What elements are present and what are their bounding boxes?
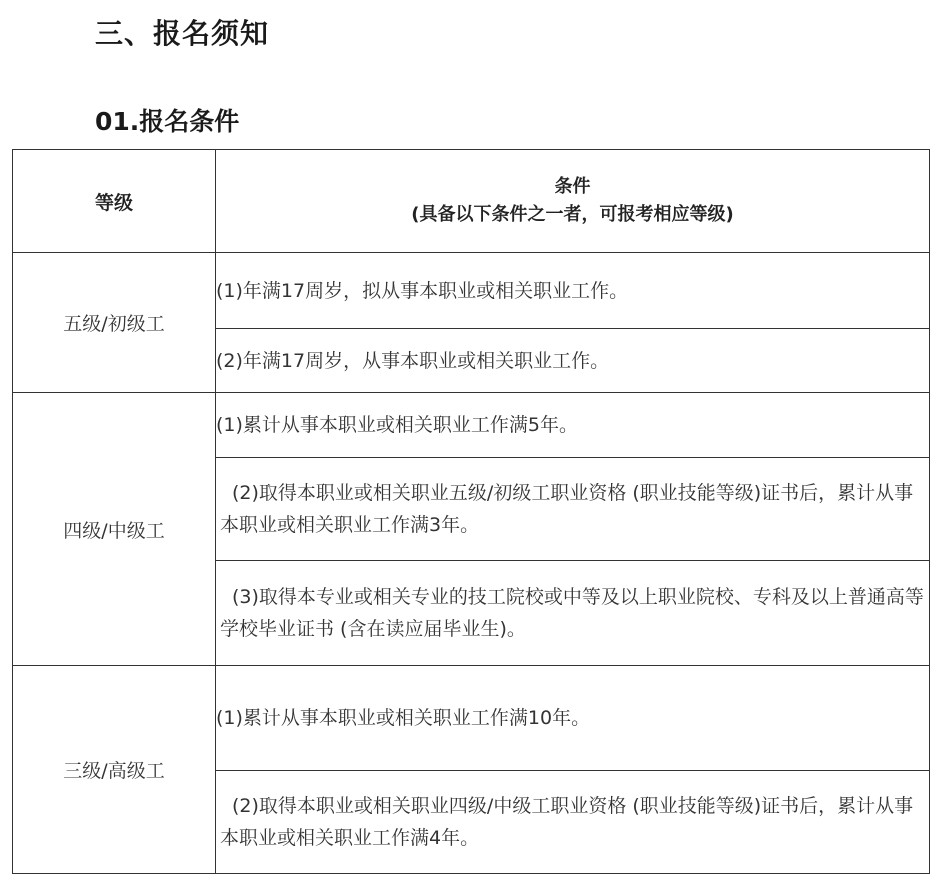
condition-cell: (2)年满17周岁，从事本职业或相关职业工作。 bbox=[216, 329, 930, 393]
header-level: 等级 bbox=[13, 150, 216, 253]
condition-cell: (3)取得本专业或相关专业的技工院校或中等及以上职业院校、专科及以上普通高等学校毕业证书 (含在读应届毕业生)。 bbox=[216, 561, 930, 666]
condition-cell: (1)累计从事本职业或相关职业工作满5年。 bbox=[216, 393, 930, 458]
condition-cell: (1)年满17周岁，拟从事本职业或相关职业工作。 bbox=[216, 253, 930, 329]
condition-cell: (2)取得本职业或相关职业四级/中级工职业资格 (职业技能等级)证书后，累计从事本职业或相关职业工作满4年。 bbox=[216, 771, 930, 874]
table-row bbox=[13, 666, 930, 771]
condition-cell: (2)取得本职业或相关职业五级/初级工职业资格 (职业技能等级)证书后，累计从事本职业或相关职业工作满3年。 bbox=[216, 458, 930, 561]
table-row bbox=[13, 253, 930, 329]
level-cell: 四级/中级工 bbox=[13, 393, 216, 666]
level-cell: 三级/高级工 bbox=[13, 666, 216, 874]
header-condition bbox=[216, 150, 930, 253]
sub-title: 01.报名条件 bbox=[95, 107, 240, 136]
header-condition-title: 条件 bbox=[554, 176, 591, 197]
table-row bbox=[13, 393, 930, 458]
condition-cell: (1)累计从事本职业或相关职业工作满10年。 bbox=[216, 666, 930, 771]
section-title: 三、报名须知 bbox=[95, 17, 270, 50]
header-condition-note: (具备以下条件之一者，可报考相应等级) bbox=[411, 204, 734, 225]
requirements-table bbox=[12, 149, 930, 874]
level-cell: 五级/初级工 bbox=[13, 253, 216, 393]
table-header-row bbox=[13, 150, 930, 253]
